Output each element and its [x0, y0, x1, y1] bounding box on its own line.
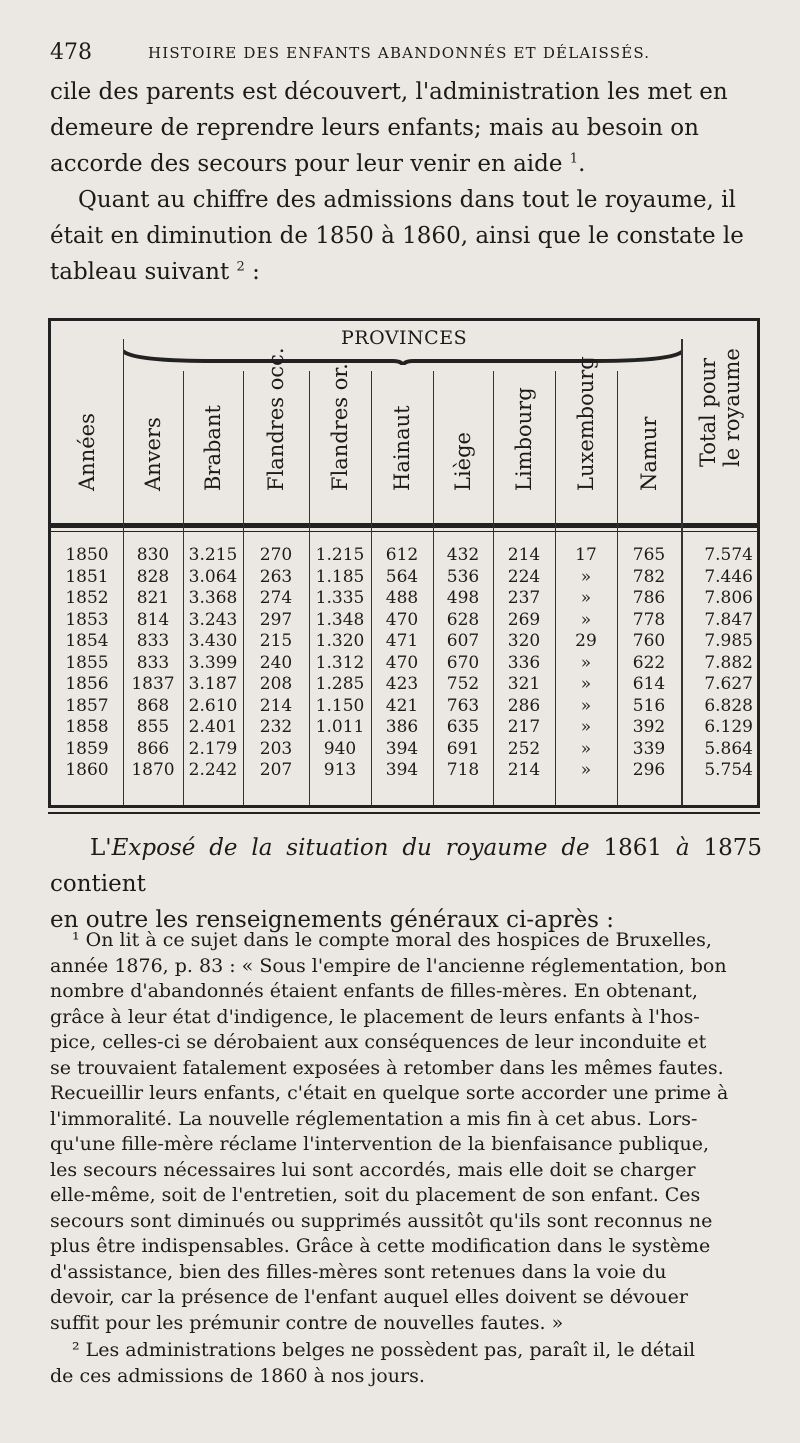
table-cell: 471 [385, 631, 419, 651]
table-cell: 3.243 [188, 609, 238, 630]
table-cell: » [580, 695, 592, 716]
footnote-line: devoir, car la présence de l'enfant auquel elles doivent se dévouer [50, 1286, 688, 1308]
table-cell: 1853 [65, 609, 109, 630]
table-cell: 232 [259, 717, 293, 737]
table-cell: 215 [259, 631, 293, 651]
table-cell: 224 [507, 566, 541, 587]
table-cell: 1.215 [315, 545, 365, 565]
table-cell: 866 [136, 738, 170, 759]
table-cell: 5.754 [704, 760, 753, 780]
table-cell: 5.864 [704, 738, 753, 759]
running-title: HISTOIRE DES ENFANTS ABANDONNÉS ET DÉLAISSÉS. [148, 44, 651, 62]
table-cell: 940 [323, 738, 357, 759]
table-cell: 760 [632, 631, 666, 651]
table-cell: 207 [259, 760, 293, 780]
table-cell: 1854 [65, 631, 109, 651]
text-line [50, 146, 762, 182]
table-cell: 868 [136, 695, 170, 716]
table-cell: 786 [632, 588, 666, 608]
column-header-label: Flandres or. [328, 363, 352, 491]
table-cell: 3.430 [188, 631, 238, 651]
table-cell: 691 [446, 738, 480, 759]
text-line [50, 254, 762, 290]
text-line: en outre les renseignements généraux ci-après : [50, 907, 615, 933]
table-cell: 421 [385, 695, 419, 716]
table-cell: 297 [259, 609, 293, 630]
column-header-label: Luxembourg [574, 356, 598, 491]
table-cell: 3.399 [188, 652, 238, 673]
paragraph-1 [50, 74, 762, 182]
admissions-table [48, 318, 760, 808]
table-cell: 7.985 [704, 631, 753, 651]
footnote-line: année 1876, p. 83 : « Sous l'empire de l'ancienne réglementation, bon [50, 954, 727, 977]
table-cell: 423 [385, 674, 419, 694]
table-cell: 833 [136, 631, 170, 651]
table-cell: 821 [136, 588, 170, 608]
table-cell: 1852 [65, 588, 109, 608]
footnote-line: ¹ On lit à ce sujet dans le compte moral des hospices de Bruxelles, [72, 929, 712, 951]
table-cell: 752 [446, 674, 480, 694]
table-cell: 3.215 [188, 545, 238, 565]
table-cell: 240 [259, 652, 293, 673]
column-header [51, 341, 123, 521]
column-header [371, 341, 433, 521]
footnote-line: qu'une fille-mère réclame l'intervention de la bienfaisance publique, [50, 1133, 710, 1155]
text-fragment: L' [90, 835, 112, 861]
table-cell: 286 [507, 695, 541, 716]
table-cell: 470 [385, 609, 419, 630]
table-cell: 263 [259, 566, 293, 587]
footnote-2 [50, 1338, 762, 1389]
table-cell: 498 [446, 588, 480, 608]
table-cell: 321 [507, 674, 541, 694]
footnote-line: d'assistance, bien des filles-mères sont retenues dans la voie du [50, 1260, 667, 1283]
table-cell: 612 [385, 545, 419, 565]
table-cell: 2.242 [188, 760, 238, 780]
table-cell: 2.179 [188, 738, 238, 759]
footnote-line: se trouvaient fatalement exposées à retomber dans les mêmes fautes. [50, 1056, 724, 1079]
column-header-label: Brabant [201, 405, 225, 491]
table-cell: 217 [507, 717, 541, 737]
table-cell: 778 [632, 609, 666, 630]
table-row [51, 653, 757, 675]
table-cell: » [580, 609, 592, 630]
table-body [51, 545, 757, 782]
table-cell: 1860 [65, 760, 109, 780]
table-cell: 7.627 [704, 674, 753, 694]
column-header [493, 341, 555, 521]
table-cell: 628 [446, 609, 480, 630]
table-cell: 470 [385, 652, 419, 673]
table-cell: 833 [136, 652, 170, 673]
table-cell: 208 [259, 674, 293, 694]
table-cell: 29 [575, 631, 597, 651]
column-header-label: Hainaut [390, 405, 414, 491]
table-cell: 237 [507, 588, 541, 608]
table-cell: » [580, 738, 592, 759]
table-cell: 6.828 [704, 695, 753, 716]
table-cell: » [580, 566, 592, 587]
table-cell: 269 [507, 609, 541, 630]
column-header-label: Années [75, 413, 99, 491]
column-header-label: Total pour le royaume [696, 348, 744, 467]
page-number: 478 [50, 40, 92, 65]
table-cell: 516 [632, 695, 666, 716]
table-row [51, 696, 757, 718]
table-cell: 1.335 [315, 588, 365, 608]
table-cell: 670 [446, 652, 480, 673]
table-cell: 622 [632, 652, 666, 673]
footnote-line: grâce à leur état d'indigence, le placement de leurs enfants à l'hos- [50, 1005, 700, 1028]
table-cell: 274 [259, 588, 293, 608]
table-cell: 214 [507, 760, 541, 780]
table-cell: 1.150 [315, 695, 365, 716]
page-header [50, 40, 760, 70]
table-cell: 2.401 [188, 717, 238, 737]
punct: . [578, 151, 586, 177]
table-cell: 1850 [65, 545, 109, 565]
footnote-line: elle-même, soit de l'entretien, soit du placement de son enfant. Ces [50, 1184, 701, 1206]
table-cell: 536 [446, 566, 480, 587]
table-cell: 339 [632, 738, 666, 759]
table-cell: 336 [507, 652, 541, 673]
table-cell: 1.312 [315, 652, 365, 673]
table-row [51, 674, 757, 696]
table-row [51, 760, 757, 782]
column-header [617, 341, 681, 521]
table-cell: 1870 [131, 760, 175, 780]
footnote-line: ² Les administrations belges ne possèdent pas, paraît il, le détail [72, 1339, 696, 1361]
table-row [51, 588, 757, 610]
italic-text: Exposé de la situation du royaume de [111, 835, 590, 861]
table-cell: 1.285 [315, 674, 365, 694]
table-cell: 432 [446, 545, 480, 565]
table-row [51, 717, 757, 739]
table-cell: » [580, 674, 592, 694]
table-cell: 17 [575, 545, 597, 565]
table-cell: 7.446 [704, 566, 753, 587]
footnote-line: Recueillir leurs enfants, c'était en quelque sorte accorder une prime à [50, 1082, 729, 1104]
footnote-line: secours sont diminués ou supprimés aussitôt qu'ils sont reconnus ne [50, 1209, 713, 1232]
text-line-body: accorde des secours pour leur venir en aide [50, 151, 563, 177]
table-cell: 214 [259, 695, 293, 716]
text-fragment: 1875 contient [50, 835, 763, 897]
table-cell: 855 [136, 717, 170, 737]
table-cell: 214 [507, 545, 541, 565]
footnotes [50, 928, 762, 1389]
table-cell: 3.187 [188, 674, 238, 694]
table-cell: 2.610 [188, 695, 238, 716]
table-cell: 386 [385, 717, 419, 737]
table-cell: 607 [446, 631, 480, 651]
column-header-label: Limbourg [512, 387, 536, 491]
table-cell: 913 [323, 760, 357, 780]
table-cell: 830 [136, 545, 170, 565]
header-rule [51, 523, 757, 528]
header-rule-thin [51, 531, 757, 532]
punct: : [244, 259, 260, 285]
footnote-line: pice, celles-ci se dérobaient aux conséquences de leur inconduite et [50, 1031, 707, 1053]
table-cell: 7.847 [704, 609, 753, 630]
table-cell: » [580, 760, 592, 780]
footnote-ref: 2 [236, 259, 245, 275]
table-row [51, 567, 757, 589]
footnote-line: de ces admissions de 1860 à nos jours. [50, 1364, 425, 1387]
table-cell: 7.882 [704, 652, 753, 673]
text-line [50, 830, 762, 902]
table-cell: 718 [446, 760, 480, 780]
italic-text: à [675, 835, 690, 861]
column-header [681, 341, 759, 521]
table-row [51, 739, 757, 761]
table-cell: 7.574 [704, 545, 753, 565]
table-cell: 6.129 [704, 717, 753, 737]
table-cell: » [580, 588, 592, 608]
column-header-label: Namur [637, 416, 661, 491]
text-line: demeure de reprendre leurs enfants; mais au besoin on [50, 115, 699, 141]
text-fragment: 1861 [589, 835, 676, 861]
table-cell: » [580, 717, 592, 737]
paragraph-2 [50, 182, 762, 290]
table-cell: 1851 [65, 566, 109, 587]
text-line: cile des parents est découvert, l'administration les met en [50, 79, 728, 105]
footnote-line: l'immoralité. La nouvelle réglementation a mis fin à cet abus. Lors- [50, 1107, 698, 1130]
table-cell: 614 [632, 674, 666, 694]
table-cell: 1.320 [315, 631, 365, 651]
table-row [51, 545, 757, 567]
column-header [183, 341, 243, 521]
table-cell: 763 [446, 695, 480, 716]
table-cell: 252 [507, 738, 541, 759]
table-cell: 635 [446, 717, 480, 737]
footnote-line: plus être indispensables. Grâce à cette modification dans le système [50, 1235, 711, 1257]
footnote-line: nombre d'abandonnés étaient enfants de filles-mères. En obtenant, [50, 980, 698, 1002]
table-cell: 488 [385, 588, 419, 608]
column-header [123, 341, 183, 521]
table-cell: 7.806 [704, 588, 753, 608]
column-header-label: Liège [451, 432, 475, 491]
table-row [51, 610, 757, 632]
footnote-line: les secours nécessaires lui sont accordés, mais elle doit se charger [50, 1158, 696, 1181]
table-cell: 3.368 [188, 588, 238, 608]
table-cell: 1856 [65, 674, 109, 694]
table-cell: 394 [385, 760, 419, 780]
text-line-body: tableau suivant [50, 259, 230, 285]
column-header [555, 341, 617, 521]
column-header [433, 341, 493, 521]
footnote-line: suffit pour les prémunir contre de nouvelles fautes. » [50, 1311, 564, 1334]
table-cell: 1.185 [315, 566, 365, 587]
table-cell: 1.348 [315, 609, 365, 630]
column-header [309, 341, 371, 521]
table-row [51, 631, 757, 653]
column-header-label: Anvers [141, 417, 165, 491]
column-header [243, 341, 309, 521]
provinces-group-header: PROVINCES [341, 327, 468, 349]
table-cell: 1858 [65, 717, 109, 737]
table-cell: 564 [385, 566, 419, 587]
table-cell: 394 [385, 738, 419, 759]
table-cell: 1.011 [315, 717, 365, 737]
footnote-1 [50, 928, 762, 1336]
table-cell: 296 [632, 760, 666, 780]
table-cell: 814 [136, 609, 170, 630]
text-line: Quant au chiffre des admissions dans tout le royaume, il [78, 187, 736, 213]
table-cell: 1837 [131, 674, 175, 694]
table-cell: 320 [507, 631, 541, 651]
text-line: était en diminution de 1850 à 1860, ainsi que le constate le [50, 223, 744, 249]
table-cell: 203 [259, 738, 293, 759]
table-cell: 3.064 [188, 566, 238, 587]
table-cell: 1859 [65, 738, 109, 759]
table-cell: 765 [632, 545, 666, 565]
column-headers [51, 347, 757, 521]
column-header-label: Flandres occ. [264, 347, 288, 491]
table-cell: 1857 [65, 695, 109, 716]
paragraph-3 [50, 830, 762, 938]
table-cell: 828 [136, 566, 170, 587]
table-cell: 392 [632, 717, 666, 737]
table-cell: 1855 [65, 652, 109, 673]
table-cell: 270 [259, 545, 293, 565]
table-cell: 782 [632, 566, 666, 587]
table-cell: » [580, 652, 592, 673]
footnote-ref: 1 [569, 151, 579, 167]
